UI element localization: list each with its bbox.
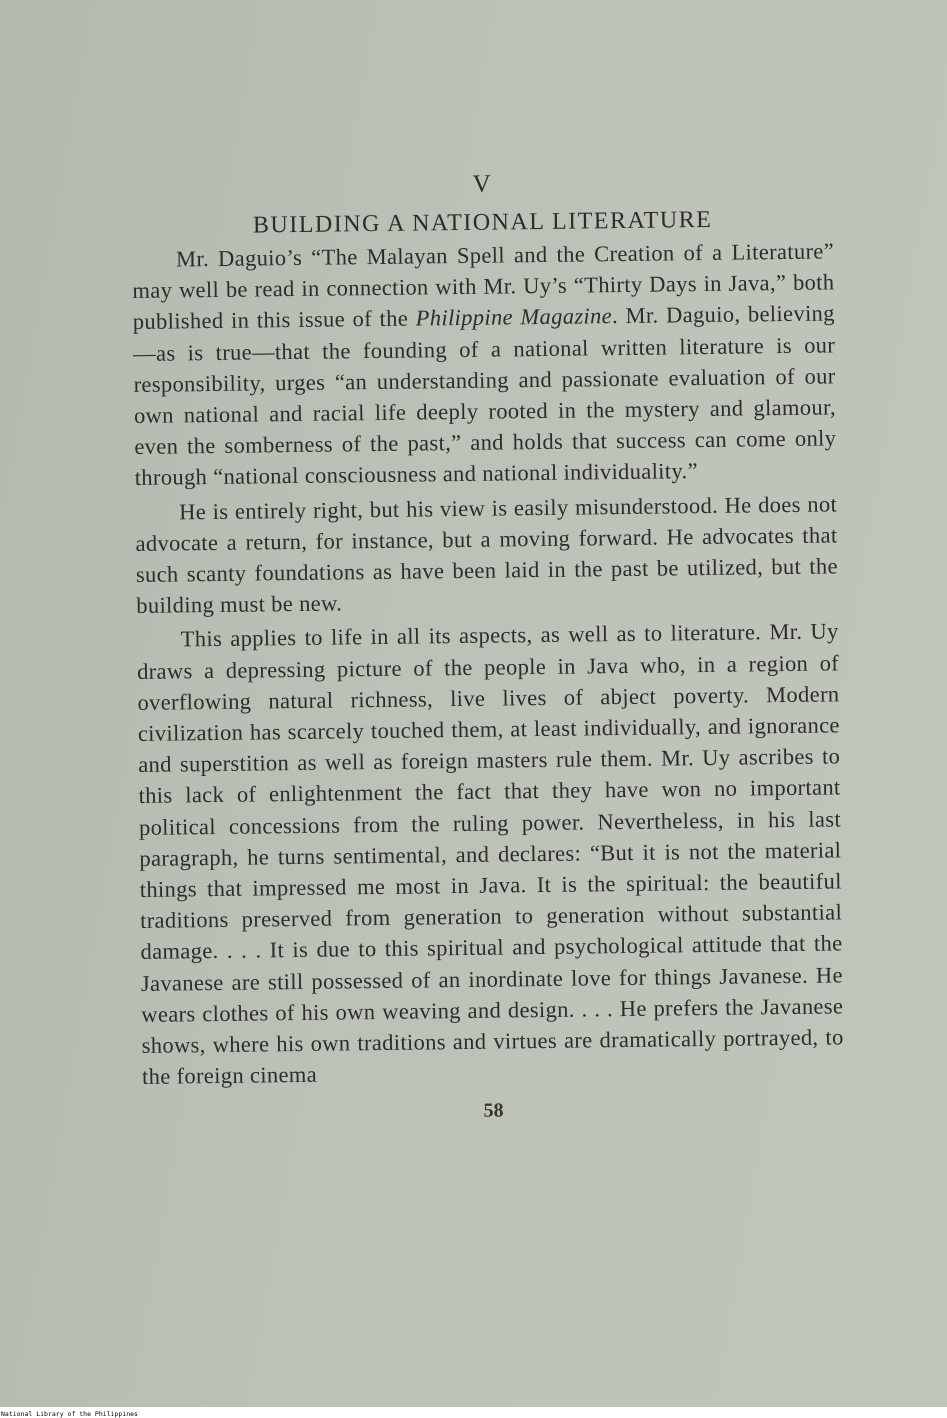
paragraph-2: He is entirely right, but his view is easily misunderstood. He does not advocate a return, for instance, but a moving forward. He advocates that such scanty foundations as have been laid in the past be utilized, but the building must be new. xyxy=(135,491,839,619)
footer-bar xyxy=(0,1407,947,1418)
chapter-number: V xyxy=(472,170,492,198)
library-credit: National Library of the Philippines xyxy=(1,1410,138,1418)
paragraph-1-text-end: . Mr. Daguio, believing—as is true—that the founding of a national written literature is our responsibility, urges “an understanding and passionate evaluation of our own national and racial life deeply rooted in the mystery and glamour, even the somberness of the past,” and holds that success can come only through “national consciousness and national individuality.” xyxy=(133,300,837,491)
page-number: 58 xyxy=(483,1100,504,1123)
chapter-title: BUILDING A NATIONAL LITERATURE xyxy=(252,206,713,239)
magazine-title: Philippine Magazine xyxy=(415,303,613,331)
paragraph-1 xyxy=(132,235,837,493)
page-body xyxy=(131,163,845,1127)
paragraph-3: This applies to life in all its aspects, as well as to literature. Mr. Uy draws a depressing picture of the people in Java who, in a region of overflowing natural richness, live lives of abject poverty. Modern civilization has scarcely touched them, at least individually, and ignorance and superstition as well as foreign masters rule them. Mr. Uy ascribes to this lack of enlightenment the fact that they have won no important political concessions from the ruling power. Nevertheless, in his last paragraph, he turns sentimental, and declares: “But it is not the material things that impressed me most in Java. It is the spiritual: the beautiful traditions preserved from generation to generation without substantial damage. . . . It is due to this spiritual and psychological attitude that the Javanese are still possessed of an inordinate love for things Javanese. He wears clothes of his own weaving and design. . . . He prefers the Javanese shows, where his own traditions and virtues are dramatically portrayed, to the foreign cinema xyxy=(136,618,844,1090)
paragraph-1-text-start: Mr. Daguio’s “The Malayan Spell and the Creation of a Literature” may well be read in connection with Mr. Uy’s “Thirty Days in Java,” both published in this issue of the xyxy=(132,238,835,335)
